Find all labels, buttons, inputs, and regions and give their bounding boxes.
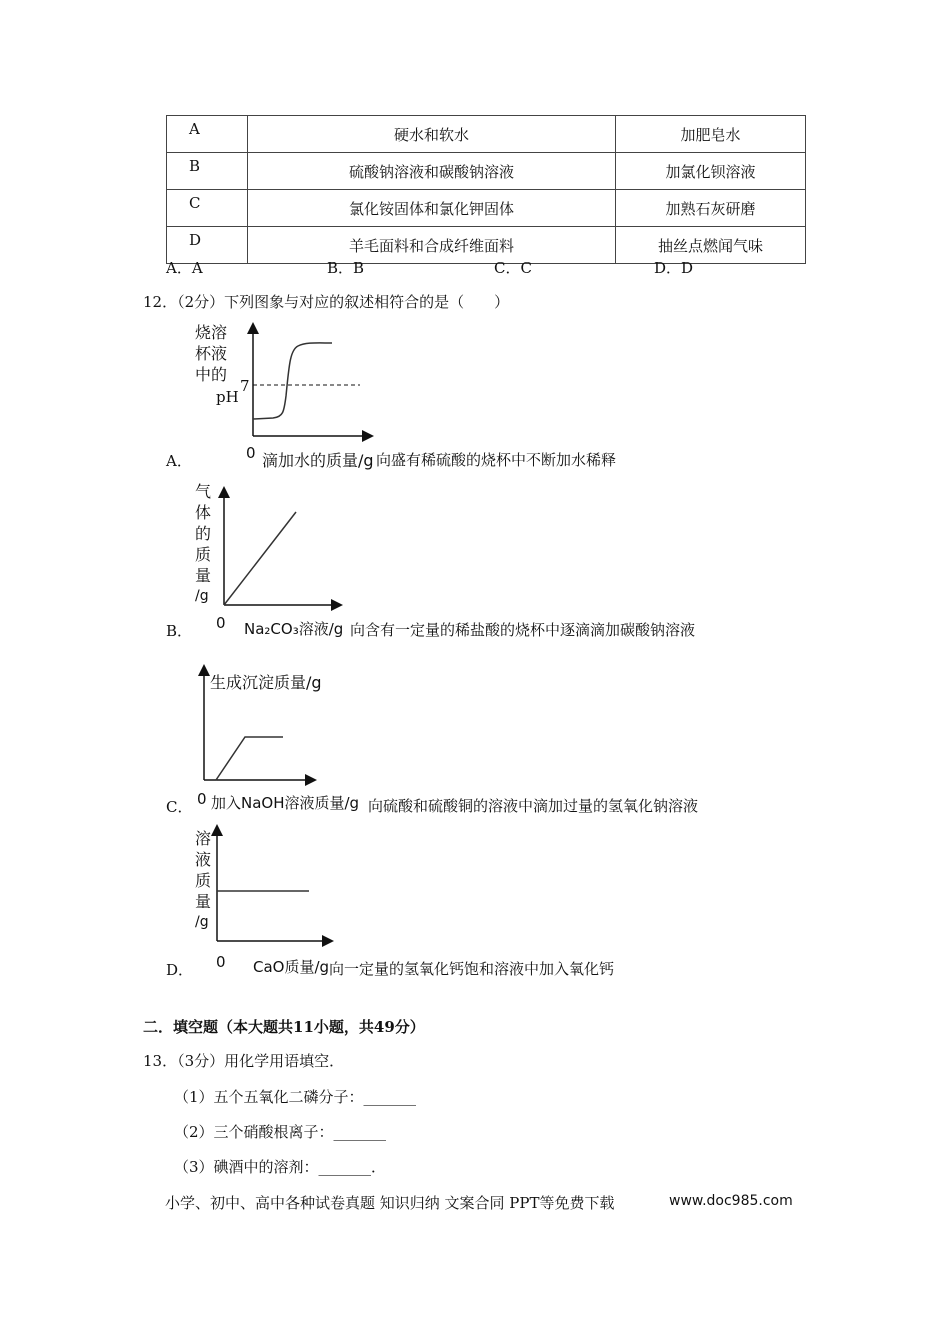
row-key: A — [167, 116, 248, 153]
ylabel-line: /g — [195, 588, 209, 604]
graph-c-plot — [195, 668, 315, 786]
q11-choice-b[interactable]: B．B — [327, 259, 365, 277]
graph-c-ylabel: 生成沉淀质量/g — [210, 673, 322, 692]
graph-b-xlabel: Na₂CO₃溶液/g — [244, 620, 344, 638]
row-key: B — [167, 153, 248, 190]
row-key: C — [167, 190, 248, 227]
ph-curve — [253, 343, 332, 419]
q13-item-3: （3）碘酒中的溶剂：_______． — [174, 1158, 387, 1176]
ylabel-line: 质 — [195, 871, 212, 890]
row-item: 氯化铵固体和氯化钾固体 — [248, 190, 616, 227]
graph-b-letter[interactable]: B． — [166, 622, 193, 640]
ylabel-line: 烧溶 — [195, 323, 228, 342]
graph-a-plot — [240, 326, 370, 441]
table-row — [167, 190, 806, 227]
graph-a-tick-7: 7 — [240, 377, 250, 395]
row-item: 硬水和软水 — [248, 116, 616, 153]
graph-d-letter[interactable]: D． — [166, 961, 194, 979]
q11-choice-d[interactable]: D．D — [654, 259, 694, 277]
table-row — [167, 116, 806, 153]
q13-item-2: （2）三个硝酸根离子：_______ — [174, 1123, 387, 1141]
row-item: 硫酸钠溶液和碳酸钠溶液 — [248, 153, 616, 190]
section-heading: 二．填空题（本大题共11小题，共49分） — [143, 1018, 425, 1036]
q12-stem: 12．（2分）下列图象与对应的叙述相符合的是（ ） — [143, 293, 510, 311]
q11-options-table — [166, 115, 806, 264]
graph-a-desc: 向盛有稀硫酸的烧杯中不断加水稀释 — [376, 451, 617, 469]
footer-url[interactable]: www.doc985.com — [669, 1193, 793, 1209]
ylabel-line: /g — [195, 914, 209, 930]
row-method: 加肥皂水 — [616, 116, 806, 153]
q13-item-1: （1）五个五氧化二磷分子：_______ — [174, 1088, 417, 1106]
graph-a-ylabel — [195, 322, 227, 385]
row-method: 抽丝点燃闻气味 — [616, 227, 806, 264]
graph-b-desc: 向含有一定量的稀盐酸的烧杯中逐滴滴加碳酸钠溶液 — [350, 621, 696, 639]
ylabel-line: 杯液 — [195, 344, 228, 363]
gas-line — [224, 512, 296, 605]
graph-d-xlabel: CaO质量/g — [253, 958, 330, 976]
ylabel-line: 量 — [195, 892, 212, 911]
graph-a-xlabel: 滴加水的质量/g — [262, 451, 374, 470]
ylabel-line: 体 — [195, 503, 212, 522]
graph-c-desc: 向硫酸和硫酸铜的溶液中滴加过量的氢氧化钠溶液 — [368, 797, 699, 815]
ylabel-line: 质 — [195, 545, 212, 564]
graph-c-origin: 0 — [197, 790, 207, 808]
q13-stem: 13．（3分）用化学用语填空． — [143, 1052, 345, 1070]
graph-a-origin: 0 — [246, 444, 256, 462]
graph-b-ylabel — [195, 481, 211, 607]
table-row — [167, 153, 806, 190]
graph-d-origin: 0 — [216, 953, 226, 971]
row-method: 加氯化钡溶液 — [616, 153, 806, 190]
footer-text: 小学、初中、高中各种试卷真题 知识归纳 文案合同 PPT等免费下载 — [165, 1194, 615, 1212]
row-method: 加熟石灰研磨 — [616, 190, 806, 227]
precipitate-line — [216, 737, 283, 780]
graph-b-origin: 0 — [216, 614, 226, 632]
q11-choice-c[interactable]: C．C — [494, 259, 532, 277]
table-row — [167, 227, 806, 264]
ylabel-line: 气 — [195, 482, 212, 501]
graph-d-plot — [208, 828, 333, 946]
ylabel-line: 溶 — [195, 829, 212, 848]
row-key: D — [167, 227, 248, 264]
ylabel-line: 量 — [195, 566, 212, 585]
graph-a-ylabel-ph: pH — [216, 388, 239, 406]
graph-b-plot — [215, 490, 340, 610]
ylabel-line: 中的 — [195, 365, 228, 384]
graph-a-letter[interactable]: A． — [166, 452, 192, 470]
row-item: 羊毛面料和合成纤维面料 — [248, 227, 616, 264]
graph-c-xlabel: 加入NaOH溶液质量/g — [211, 794, 360, 812]
ylabel-line: 的 — [195, 524, 212, 543]
q11-choice-a[interactable]: A．A — [166, 259, 203, 277]
ylabel-line: 液 — [195, 850, 212, 869]
graph-c-letter[interactable]: C． — [166, 798, 193, 816]
graph-d-desc: 向一定量的氢氧化钙饱和溶液中加入氧化钙 — [329, 960, 615, 978]
